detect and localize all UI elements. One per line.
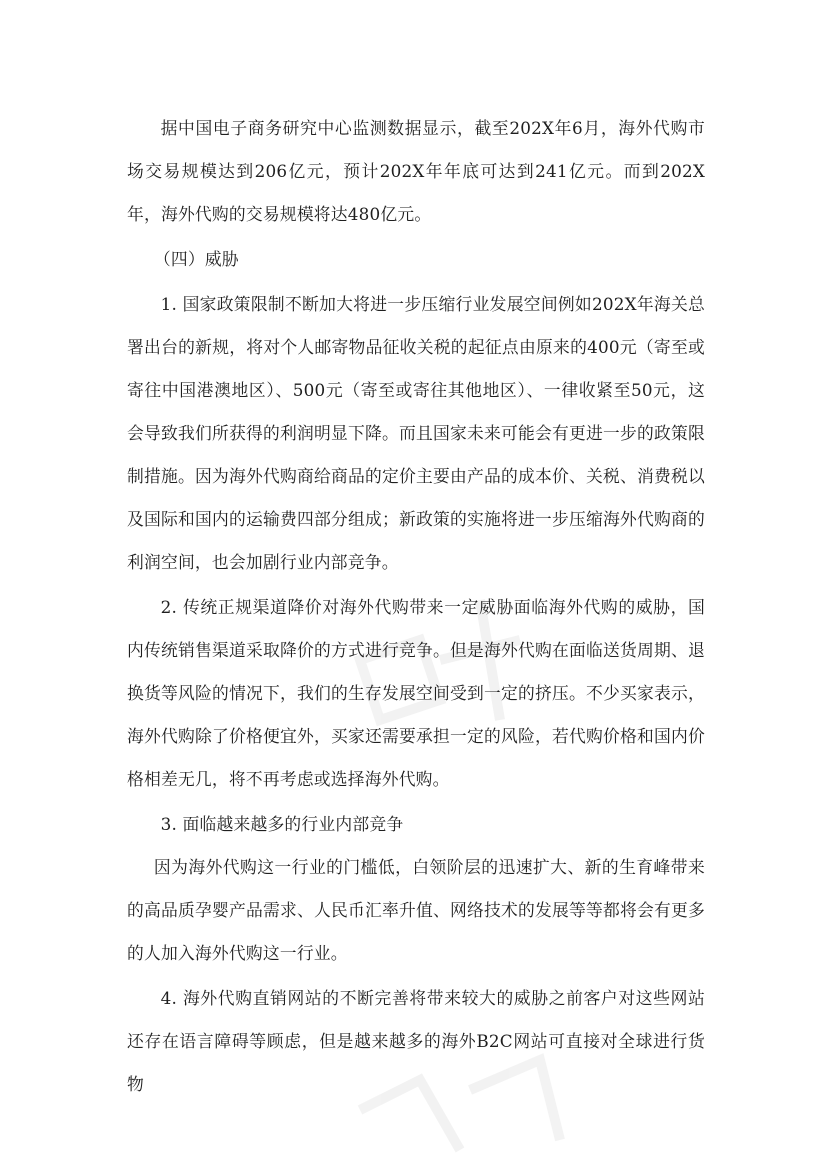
paragraph-channel-threat: 2. 传统正规渠道降价对海外代购带来一定威胁面临海外代购的威胁，国内传统销售渠道采取降价的方式进行竞争。但是海外代购在面临送货周期、退换货等风险的情况下，我们的生存发展空间受到一定的挤压。不少买家表示，海外代购除了价格便宜外，买家还需要承担一定的风险，若代购价格和国内价格相差无几，将不再考虑或选择海外代购。	[127, 597, 705, 789]
paragraph-market-data: 据中国电子商务研究中心监测数据显示，截至202X年6月，海外代购市场交易规模达到206亿元，预计202X年年底可达到241亿元。而到202X年，海外代购的交易规模将达480亿元。	[127, 118, 705, 224]
paragraph-competition: 因为海外代购这一行业的门槛低，白领阶层的迅速扩大、新的生育峰带来的高品质孕婴产品需求、人民币汇率升值、网络技术的发展等等都将会有更多的人加入海外代购这一行业。	[127, 857, 705, 963]
paragraph-b2c-threat: 4. 海外代购直销网站的不断完善将带来较大的威胁之前客户对这些网站还存在语言障碍等顾虑，但是越来越多的海外B2C网站可直接对全球进行货物	[127, 988, 705, 1094]
paragraph-policy-threat: 1. 国家政策限制不断加大将进一步压缩行业发展空间例如202X年海关总署出台的新规，将对个人邮寄物品征收关税的起征点由原来的400元（寄至或寄往中国港澳地区）、500元（寄至或寄往其他地区）、一律收紧至50元，这会导致我们所获得的利润明显下降。而且国家未来可能会有更进一步的政策限制措施。因为海外代购商给商品的定价主要由产品的成本价、关税、消费税以及国际和国内的运输费四部分组成；新政策的实施将进一步压缩海外代购商的利润空间，也会加剧行业内部竞争。	[127, 294, 705, 572]
paragraph-competition-heading: 3. 面临越来越多的行业内部竞争	[160, 814, 404, 834]
section-heading-threats: （四）威胁	[153, 249, 239, 269]
document-body	[127, 107, 705, 1106]
